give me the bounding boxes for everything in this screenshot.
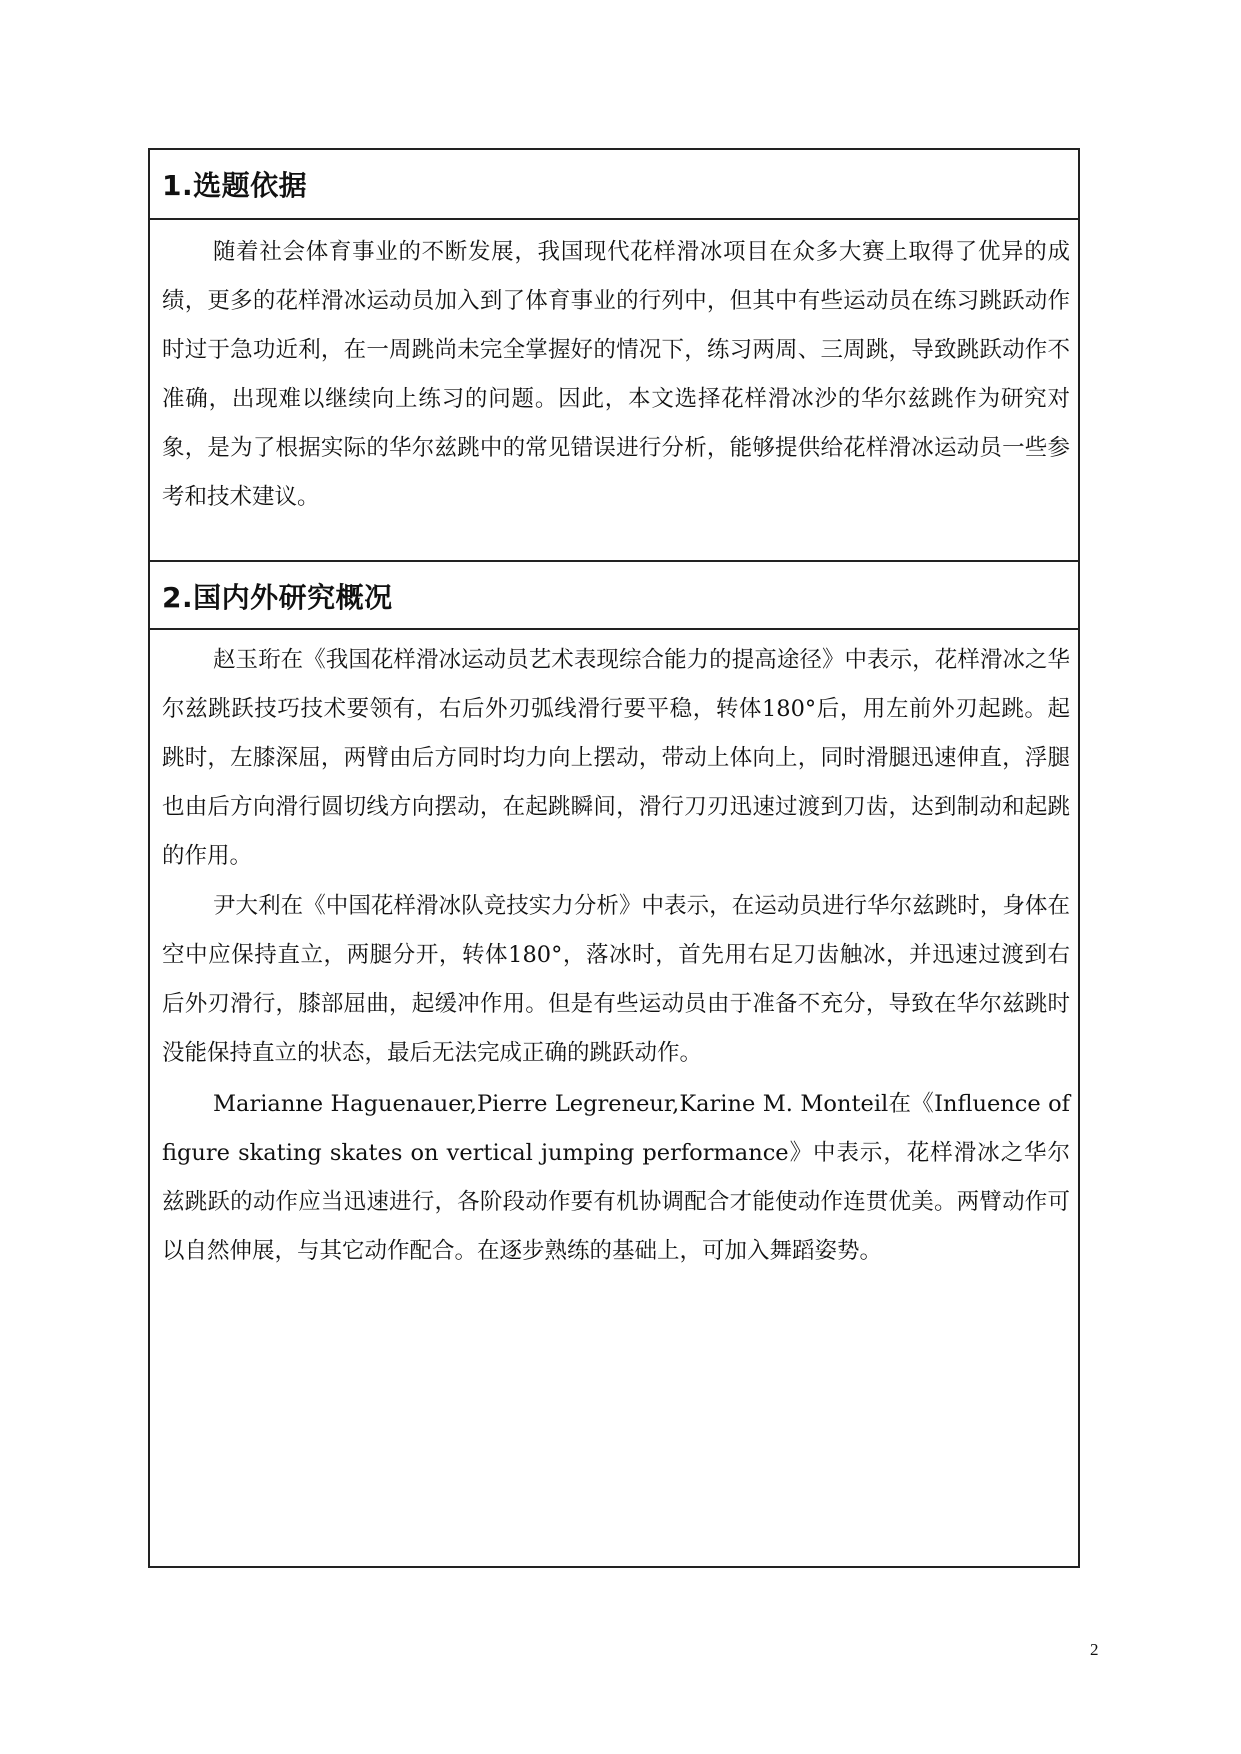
section-2-paragraph: 赵玉珩在《我国花样滑冰运动员艺术表现综合能力的提高途径》中表示，花样滑冰之华尔兹跳跃技巧技术要领有，右后外刃弧线滑行要平稳，转体180°后，用左前外刃起跳。起跳时，左膝深屈，两臂由后方同时均力向上摆动，带动上体向上，同时滑腿迅速伸直，浮腿也由后方向滑行圆切线方向摆动，在起跳瞬间，滑行刀刃迅速过渡到刀齿，达到制动和起跳的作用。 <box>162 647 1070 869</box>
form-table <box>148 148 1080 1568</box>
section-2-paragraph: 尹大利在《中国花样滑冰队竞技实力分析》中表示，在运动员进行华尔兹跳时，身体在空中应保持直立，两腿分开，转体180°，落冰时，首先用右足刀齿触冰，并迅速过渡到右后外刃滑行，膝部屈曲，起缓冲作用。但是有些运动员由于准备不充分，导致在华尔兹跳时没能保持直立的状态，最后无法完成正确的跳跃动作。 <box>162 893 1070 1066</box>
section-1-title: 1.选题依据 <box>162 169 308 202</box>
section-1-header <box>150 150 1078 220</box>
section-2-title: 2.国内外研究概况 <box>162 581 393 614</box>
page-number: 2 <box>1090 1640 1099 1659</box>
section-2-paragraph: Marianne Haguenauer,Pierre Legreneur,Karine M. Monteil在《Influence of figure skating skates on vertical jumping performance》中表示，花样滑冰之华尔兹跳跃的动作应当迅速进行，各阶段动作要有机协调配合才能使动作连贯优美。两臂动作可以自然伸展，与其它动作配合。在逐步熟练的基础上，可加入舞蹈姿势。 <box>162 1091 1070 1264</box>
section-1-paragraph: 随着社会体育事业的不断发展，我国现代花样滑冰项目在众多大赛上取得了优异的成绩，更多的花样滑冰运动员加入到了体育事业的行列中，但其中有些运动员在练习跳跃动作时过于急功近利，在一周跳尚未完全掌握好的情况下，练习两周、三周跳，导致跳跃动作不准确，出现难以继续向上练习的问题。因此，本文选择花样滑冰沙的华尔兹跳作为研究对象，是为了根据实际的华尔兹跳中的常见错误进行分析，能够提供给花样滑冰运动员一些参考和技术建议。 <box>162 239 1070 510</box>
section-2-header <box>150 560 1078 630</box>
